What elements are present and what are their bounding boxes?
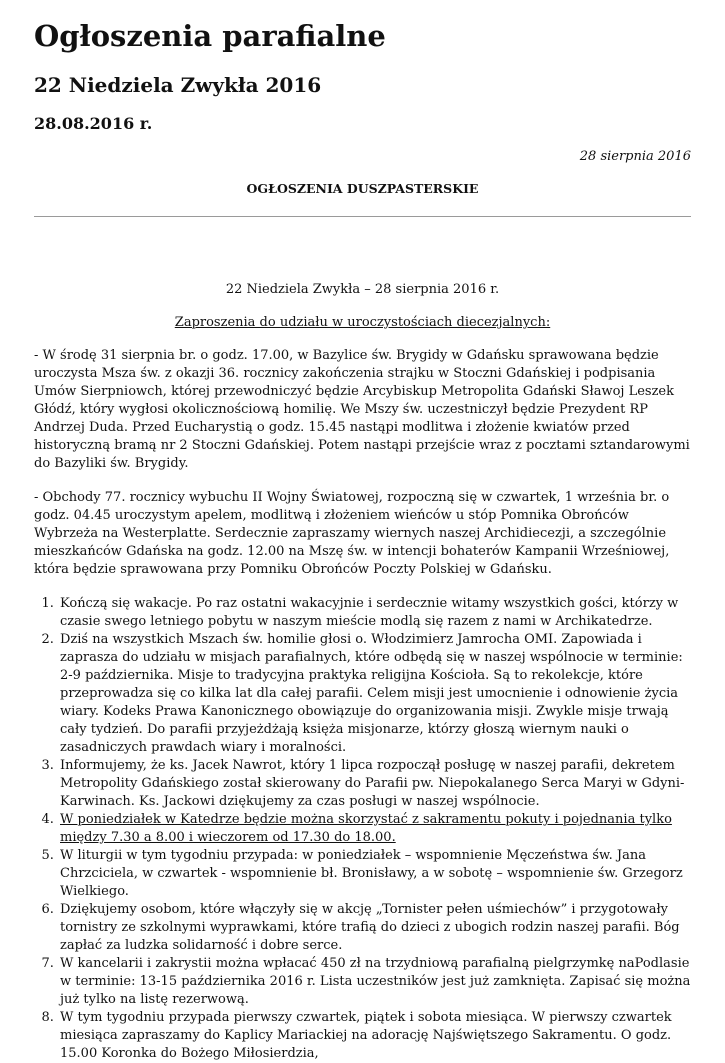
announcements-list [34, 595, 691, 1063]
list-item: 3. Informujemy, że ks. Jacek Nawrot, który 1 lipca rozpoczął posługę w naszej parafii, dekretem Metropolity Gdańskiego został skierowany do Parafii pw. Niepokalanego Serca Maryi w Gdyni-Karwinach. Ks. Jackowi dziękujemy za czas posługi w naszej wspólnocie. [58, 757, 691, 811]
list-item: 4. W poniedziałek w Katedrze będzie można skorzystać z sakramentu pokuty i pojednania tylko między 7.30 a 8.00 i wieczorem od 17.30 do 18.00. [58, 811, 691, 847]
paragraph-bazylika: - W środę 31 sierpnia br. o godz. 17.00, w Bazylice św. Brygidy w Gdańsku sprawowana będzie uroczysta Msza św. z okazji 36. rocznicy zakończenia strajku w Stoczni Gdańskiej i podpisania Umów Sierpniowch, której przewodniczyć będzie Arcybiskup Metropolita Gdański Sławoj Leszek Głódź, który wygłosi okolicznościową homilię. We Mszy św. uczestniczył będzie Prezydent RP Andrzej Duda. Przed Eucharystią o godz. 15.45 nastąpi modlitwa i złożenie kwiatów przed historyczną bramą nr 2 Stoczni Gdańskiej. Potem nastąpi przejście wraz z pocztami sztandarowymi do Bazyliki św. Brygidy. [34, 348, 690, 471]
document-body [34, 281, 691, 1063]
section-title: OGŁOSZENIA DUSZPASTERSKIE [246, 181, 479, 196]
list-item: 1. Kończą się wakacje. Po raz ostatni wakacyjnie i serdecznie witamy wszystkich gości, którzy w czasie swego letniego pobytu w naszym mieście modlą się razem z nami w Archikatedrze. [58, 595, 691, 631]
document-date: 28 sierpnia 2016 [579, 149, 691, 164]
list-item: 2. Dziś na wszystkich Mszach św. homilie głosi o. Włodzimierz Jamrocha OMI. Zapowiada i zaprasza do udziału w misjach parafialnych, które odbędą się w naszej wspólnocie w terminie: 2-9 października. Misje to tradycyjna praktyka religijna Kościoła. Są to rekolekcje, które przeprowadza się co kilka lat dla całej parafii. Celem misji jest umocnienie i odnowienie życia wiary. Kodeks Prawa Kanonicznego obowiązuje do organizowania misji. Zwykle misje trwają cały tydzień. Do parafii przyjeżdżają księża misjonarze, którzy głoszą wiernym nauki o zasadniczych prawdach wiary i moralności. [58, 631, 691, 757]
list-item: 5. W liturgii w tym tygodniu przypada: w poniedziałek – wspomnienie Męczeństwa św. Jana Chrzciciela, w czwartek - wspomnienie bł. Bronisławy, a w sobotę – wspomnienie św. Grzegorz Wielkiego. [58, 847, 691, 901]
divider [34, 216, 691, 217]
list-item: 7. W kancelarii i zakrystii można wpłacać 450 zł na trzydniową parafialną pielgrzymkę naPodlasie w terminie: 13-15 października 2016 r. Lista uczestników jest już zamknięta. Zapisać się można już tylko na listę rezerwową. [58, 955, 691, 1009]
intro-line: 22 Niedziela Zwykła – 28 sierpnia 2016 r. [225, 282, 500, 297]
paragraph-westerplatte: - Obchody 77. rocznicy wybuchu II Wojny Światowej, rozpoczną się w czwartek, 1 września br. o godz. 04.45 uroczystym apelem, modlitwą i złożeniem wieńców u stóp Pomnika Obrońców Wybrzeża na Westerplatte. Serdecznie zapraszamy wiernych naszej Archidiecezji, a szczególnie mieszkańców Gdańska na godz. 12.00 na Mszę św. w intencji bohaterów Kampanii Wrześniowej, która będzie sprawowana przy Pomniku Obrońców Poczty Polskiej w Gdańsku. [34, 490, 670, 577]
list-item: 8. W tym tygodniu przypada pierwszy czwartek, piątek i sobota miesiąca. W pierwszy czwartek miesiąca zapraszamy do Kaplicy Mariackiej na adorację Najświętszego Sakramentu. O godz. 15.00 Koronka do Bożego Miłosierdzia, [58, 1009, 691, 1063]
page-subtitle: 22 Niedziela Zwykła 2016 [34, 73, 322, 97]
invitation-heading: Zaproszenia do udziału w uroczystościach diecezjalnych: [174, 315, 551, 330]
list-item: 6. Dziękujemy osobom, które włączyły się w akcję „Tornister pełen uśmiechów” i przygotowały tornistry ze szkolnymi wyprawkami, które trafią do dzieci z ubogich rodzin naszej parafii. Bóg zapłać za ludzka solidarność i dobre serce. [58, 901, 691, 955]
page-date: 28.08.2016 r. [34, 114, 153, 133]
page-title: Ogłoszenia parafialne [34, 19, 386, 53]
